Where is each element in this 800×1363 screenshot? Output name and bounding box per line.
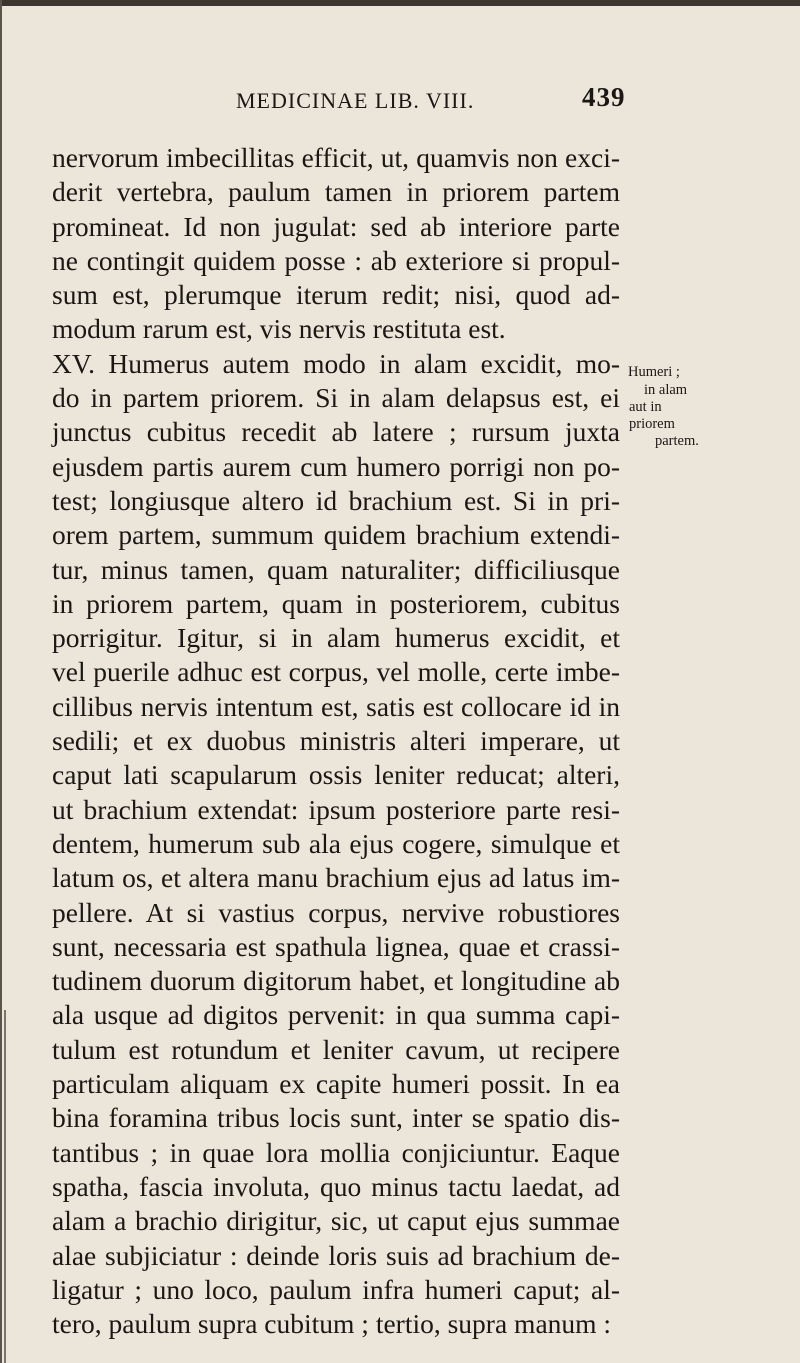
text-line: sum est, plerumque iterum redit; nisi, quod ad- [52, 279, 620, 311]
text-line: tantibus ; in quae lora mollia conjiciuntur. Eaque [52, 1136, 620, 1168]
text-line: alae subjiciatur : deinde loris suis ad brachium de- [52, 1239, 620, 1271]
text-line: tero, paulum supra cubitum ; tertio, supra manum : [52, 1308, 612, 1340]
text-line: ala usque ad digitos pervenit: in qua summa capi- [52, 999, 620, 1031]
text-line: do in partem priorem. Si in alam delapsus est, ei [52, 382, 620, 414]
margin-note-partem: partem. [655, 433, 699, 449]
margin-note-priorem: priorem [629, 416, 675, 432]
text-line: porrigitur. Igitur, si in alam humerus excidit, et [52, 622, 620, 654]
text-line: alam a brachio dirigitur, sic, ut caput ejus summae [52, 1205, 620, 1237]
text-line: tudinem duorum digitorum habet, et longitudine ab [52, 965, 620, 997]
page-number: 439 [582, 82, 626, 112]
text-line: sunt, necessaria est spathula lignea, quae et crassi- [52, 930, 620, 962]
text-line: ut brachium extendat: ipsum posteriore parte resi- [52, 793, 620, 825]
body-text [52, 141, 620, 1341]
page-left-edge [0, 0, 2, 1363]
page-left-shadow [4, 1010, 6, 1363]
text-line: pellere. At si vastius corpus, nervive robustiores [52, 896, 620, 928]
text-line: ligatur ; uno loco, paulum infra humeri caput; al- [52, 1273, 620, 1305]
text-line: orem partem, summum quidem brachium extendi- [52, 519, 620, 551]
text-line: XV. Humerus autem modo in alam excidit, mo- [52, 347, 620, 379]
text-line: particulam aliquam ex capite humeri possit. In ea [52, 1068, 620, 1100]
text-line: promineat. Id non jugulat: sed ab interiore parte [52, 210, 620, 242]
text-line: vel puerile adhuc est corpus, vel molle, certe imbe- [52, 656, 620, 688]
page-top-edge [0, 0, 800, 6]
text-line: cillibus nervis intentum est, satis est collocare id in [52, 690, 620, 722]
text-line: sedili; et ex duobus ministris alteri imperare, ut [52, 725, 620, 757]
text-line: bina foramina tribus locis sunt, inter se spatio dis- [52, 1102, 620, 1134]
text-line: derit vertebra, paulum tamen in priorem partem [52, 176, 620, 208]
running-head [0, 82, 800, 122]
text-line: latum os, et altera manu brachium ejus ad latus im- [52, 862, 620, 894]
text-line: tulum est rotundum et leniter cavum, ut recipere [52, 1033, 620, 1065]
text-line: spatha, fascia involuta, quo minus tactu laedat, ad [52, 1170, 620, 1202]
text-line: modum rarum est, vis nervis restituta est. [52, 313, 506, 345]
text-line: test; longiusque altero id brachium est. Si in pri- [52, 484, 620, 516]
margin-note-aut-in: aut in [629, 399, 662, 415]
text-line: ejusdem partis aurem cum humero porrigi non po- [52, 450, 620, 482]
margin-note-humeri: Humeri ; [628, 364, 680, 380]
text-line: nervorum imbecillitas efficit, ut, quamvis non exci- [52, 142, 620, 173]
text-line: dentem, humerum sub ala ejus cogere, simulque et [52, 827, 620, 859]
text-line: in priorem partem, quam in posteriorem, cubitus [52, 587, 620, 619]
text-line: ne contingit quidem posse : ab exteriore si propul- [52, 244, 620, 276]
text-line: caput lati scapularum ossis leniter reducat; alteri, [52, 759, 620, 791]
running-head-title: MEDICINAE LIB. VIII. [236, 88, 475, 113]
text-line: junctus cubitus recedit ab latere ; rursum juxta [52, 416, 620, 448]
text-line: tur, minus tamen, quam naturaliter; difficiliusque [52, 553, 620, 585]
margin-note-in-alam: in alam [644, 382, 688, 398]
